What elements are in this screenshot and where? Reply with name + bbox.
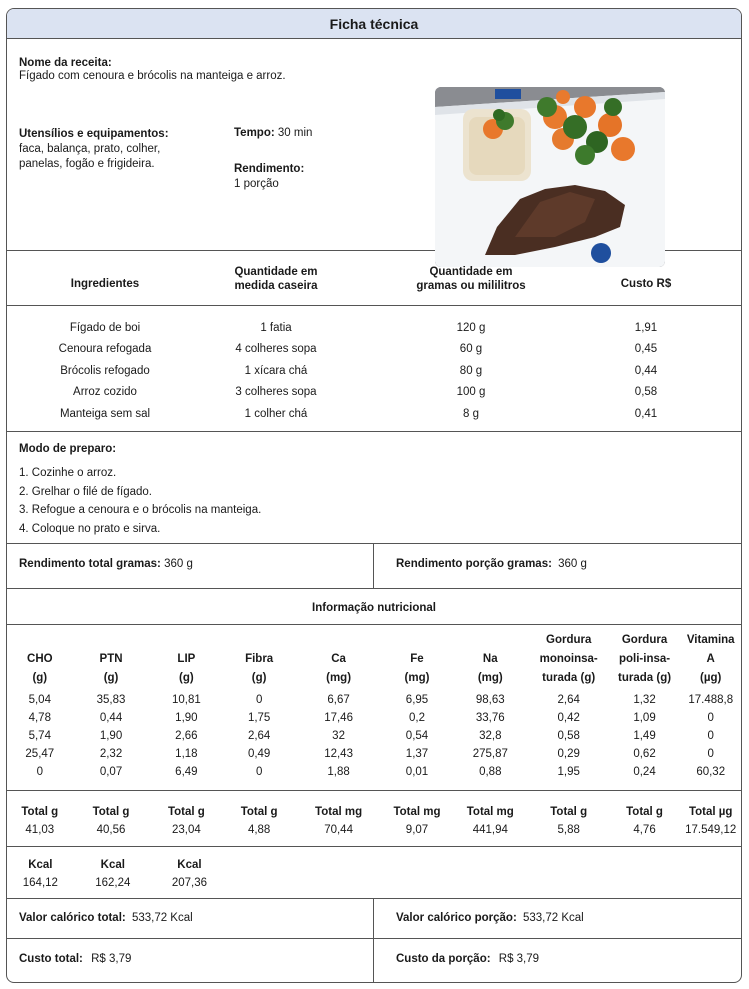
- ingredients-table: [7, 306, 741, 432]
- total-value: 40,56: [96, 824, 126, 836]
- nutrition-header: CHO (g): [27, 653, 53, 684]
- nutrition-cell: 0,29: [557, 748, 580, 760]
- nutrition-cell: 1,09: [633, 712, 656, 724]
- nutrition-cell: 0,58: [557, 730, 580, 742]
- total-value: 441,94: [472, 824, 508, 836]
- nutrition-cell: 2,64: [557, 694, 580, 706]
- nutrition-cell: 0: [36, 766, 43, 778]
- total-value: 70,44: [324, 824, 353, 836]
- nutrition-cell: 5,04: [28, 694, 51, 706]
- nutrition-cell: 0: [255, 766, 263, 778]
- total-label: Total mg: [393, 806, 441, 818]
- kcal-row: [7, 847, 741, 899]
- nutrition-cell: 0,01: [405, 766, 429, 778]
- nutrition-cell: 1,37: [405, 748, 429, 760]
- nutrition-cell: 0: [707, 748, 714, 760]
- nutrition-cell: 0: [707, 730, 714, 742]
- kcal-label: Kcal: [177, 859, 202, 871]
- nutrition-header: Gordura poli-insa- turada (g): [618, 634, 672, 684]
- nutrition-cell: 1,90: [99, 730, 123, 742]
- nutrition-cell: 1,95: [557, 766, 580, 778]
- ingredient-cell: 1,91: [634, 321, 658, 334]
- nutrition-header: PTN (g): [99, 653, 123, 684]
- preparation-step: 3. Refogue a cenoura e o brócolis na manteiga.: [19, 504, 262, 516]
- table-row: [7, 691, 741, 709]
- utensils-line: faca, balança, prato, colher,: [19, 143, 161, 155]
- ingredient-cell: 1 fatia: [260, 321, 292, 334]
- cost-header: Custo R$: [620, 278, 672, 290]
- total-label: Total g: [626, 806, 663, 818]
- ingredient-cell: Cenoura refogada: [58, 343, 152, 356]
- total-label: Total g: [92, 806, 130, 818]
- total-value: 4,76: [633, 824, 656, 836]
- total-value: 9,07: [405, 824, 429, 836]
- nutrition-cell: 0,49: [247, 748, 271, 760]
- kcal-value: 207,36: [171, 877, 208, 889]
- caloric-total-label: Valor calórico total:: [19, 912, 126, 924]
- yield-total-value: 360 g: [164, 558, 193, 570]
- table-row: [19, 382, 711, 404]
- table-row: [19, 317, 711, 339]
- total-value: 4,88: [247, 824, 271, 836]
- nutrition-header: Gordura monoinsa- turada (g): [539, 634, 598, 684]
- yield-total-label: Rendimento total gramas:: [19, 558, 161, 570]
- nutrition-cell: 25,47: [25, 748, 55, 760]
- ingredient-cell: 8 g: [463, 407, 479, 420]
- total-value: 41,03: [25, 824, 55, 836]
- ingredient-cell: 4 colheres sopa: [235, 343, 317, 356]
- nutrition-header: Fe (mg): [404, 653, 430, 684]
- caloric-row: [7, 899, 741, 939]
- nutrition-cell: 12,43: [324, 748, 353, 760]
- kcal-label: Kcal: [28, 859, 53, 871]
- nutrition-header: Na (mg): [477, 653, 503, 684]
- nutrition-cell: 0: [255, 694, 263, 706]
- total-label: Total mg: [315, 806, 363, 818]
- cost-row: [7, 939, 741, 983]
- nutrition-cell: 1,75: [247, 712, 271, 724]
- cost-total-value: R$ 3,79: [91, 953, 132, 965]
- caloric-total-value: 533,72 Kcal: [131, 912, 193, 924]
- nutrition-cell: 6,67: [327, 694, 350, 706]
- nutrition-cell: 35,83: [96, 694, 126, 706]
- recipe-name-label: Nome da receita:: [19, 57, 112, 69]
- nutrition-cell: 0,54: [405, 730, 429, 742]
- nutrition-table: [7, 625, 741, 791]
- cost-total-label: Custo total:: [19, 953, 83, 965]
- nutrition-header: Fibra (g): [245, 653, 274, 684]
- total-value: 17.549,12: [685, 824, 737, 836]
- preparation-step: 1. Cozinhe o arroz.: [19, 467, 117, 479]
- nutrition-cell: 32: [332, 730, 345, 742]
- total-value: 5,88: [557, 824, 580, 836]
- ingredient-cell: Manteiga sem sal: [59, 407, 151, 420]
- nutrition-cell: 275,87: [472, 748, 508, 760]
- nutrition-cell: 5,74: [28, 730, 51, 742]
- kcal-label: Kcal: [100, 859, 125, 871]
- nutrition-cell: 6,49: [175, 766, 198, 778]
- utensils-label: Utensílios e equipamentos:: [19, 128, 169, 140]
- table-row: [7, 727, 741, 745]
- nutrition-cell: 10,81: [171, 694, 201, 706]
- preparation-label: Modo de preparo:: [19, 443, 117, 455]
- dish-photo: [435, 87, 665, 267]
- ingredient-cell: 1 xícara chá: [244, 364, 308, 377]
- ingredient-cell: Fígado de boi: [69, 321, 141, 334]
- yield-portion-value: 360 g: [558, 558, 587, 570]
- nutrition-totals-row: [7, 791, 741, 847]
- ingredients-header: Ingredientes: [70, 278, 140, 290]
- nutrition-cell: 4,78: [28, 712, 51, 724]
- nutrition-cell: 1,49: [633, 730, 656, 742]
- ingredient-cell: 120 g: [456, 321, 486, 334]
- table-row: [19, 360, 711, 382]
- ingredient-cell: 80 g: [459, 364, 483, 377]
- total-label: Total g: [21, 806, 59, 818]
- yield-row: [7, 544, 741, 589]
- ingredient-cell: 0,58: [634, 386, 658, 399]
- nutrition-cell: 98,63: [475, 694, 505, 706]
- yield-portion-label: Rendimento porção gramas:: [396, 558, 552, 570]
- nutrition-cell: 1,88: [327, 766, 350, 778]
- total-label: Total g: [167, 806, 205, 818]
- nutrition-cell: 60,32: [696, 766, 726, 778]
- recipe-name: Fígado com cenoura e brócolis na manteiga e arroz.: [19, 70, 286, 82]
- nutrition-cell: 33,76: [475, 712, 505, 724]
- preparation-step: 4. Coloque no prato e sirva.: [19, 522, 161, 535]
- table-row: [19, 339, 711, 361]
- nutrition-cell: 2,66: [175, 730, 198, 742]
- nutrition-cell: 0,44: [99, 712, 123, 724]
- preparation-section: [7, 432, 741, 544]
- ingredient-cell: Arroz cozido: [73, 386, 137, 399]
- kcal-value: 162,24: [95, 877, 131, 889]
- caloric-portion-label: Valor calórico porção:: [396, 912, 517, 924]
- nutrition-header: Vitamina A (µg): [686, 634, 735, 684]
- ingredient-cell: 1 colher chá: [244, 407, 308, 420]
- total-value: 23,04: [171, 824, 201, 836]
- utensils-line: panelas, fogão e frigideira.: [19, 158, 155, 170]
- cost-portion-value: R$ 3,79: [498, 953, 540, 965]
- nutrition-cell: 2,32: [99, 748, 123, 760]
- nutrition-cell: 0,2: [408, 712, 425, 724]
- table-row: [7, 709, 741, 727]
- total-label: Total µg: [688, 806, 733, 818]
- nutrition-cell: 32,8: [479, 730, 502, 742]
- table-row: [7, 763, 741, 781]
- total-label: Total g: [240, 806, 278, 818]
- kcal-value: 164,12: [22, 877, 58, 889]
- time-value: 30 min: [277, 127, 313, 139]
- yield-value: 1 porção: [234, 178, 279, 190]
- page-title: Ficha técnica: [7, 9, 741, 39]
- ingredient-cell: 0,45: [634, 343, 658, 356]
- nutrition-cell: 6,95: [405, 694, 429, 706]
- nutrition-header: LIP (g): [177, 653, 196, 684]
- preparation-step: 2. Grelhar o filé de fígado.: [19, 485, 152, 498]
- total-label: Total g: [550, 806, 588, 818]
- ingredient-cell: 0,44: [634, 364, 658, 377]
- nutrition-cell: 1,32: [633, 694, 656, 706]
- ingredient-cell: Brócolis refogado: [60, 364, 150, 377]
- time-label: Tempo:: [234, 127, 275, 139]
- yield-label: Rendimento:: [234, 163, 305, 175]
- nutrition-cell: 0,24: [633, 766, 656, 778]
- caloric-portion-value: 533,72 Kcal: [523, 912, 584, 924]
- ingredient-cell: 60 g: [459, 343, 483, 356]
- nutrition-cell: 1,18: [175, 748, 198, 760]
- ingredient-cell: 100 g: [456, 386, 486, 399]
- table-row: [7, 745, 741, 763]
- nutrition-cell: 1,90: [175, 712, 198, 724]
- nutrition-cell: 17.488,8: [688, 694, 734, 706]
- nutrition-title: Informação nutricional: [312, 602, 436, 614]
- nutrition-cell: 0,42: [557, 712, 580, 724]
- total-label: Total mg: [466, 806, 514, 818]
- household-measure-header: Quantidade em medida caseira: [234, 266, 318, 292]
- ingredient-cell: 3 colheres sopa: [235, 386, 317, 399]
- nutrition-cell: 0,07: [99, 766, 123, 778]
- nutrition-cell: 17,46: [324, 712, 353, 724]
- table-row: [19, 403, 711, 425]
- recipe-info-section: [7, 40, 741, 251]
- recipe-card: [6, 8, 742, 983]
- ingredients-header-row: [7, 251, 741, 306]
- nutrition-cell: 0: [707, 712, 714, 724]
- nutrition-cell: 0,88: [479, 766, 502, 778]
- nutrition-cell: 2,64: [247, 730, 271, 742]
- nutrition-header: Ca (mg): [326, 653, 352, 684]
- ingredient-cell: 0,41: [634, 407, 658, 420]
- grams-header: Quantidade em gramas ou mililitros: [416, 266, 526, 292]
- nutrition-title-row: [7, 589, 741, 625]
- nutrition-cell: 0,62: [633, 748, 656, 760]
- cost-portion-label: Custo da porção:: [396, 953, 491, 965]
